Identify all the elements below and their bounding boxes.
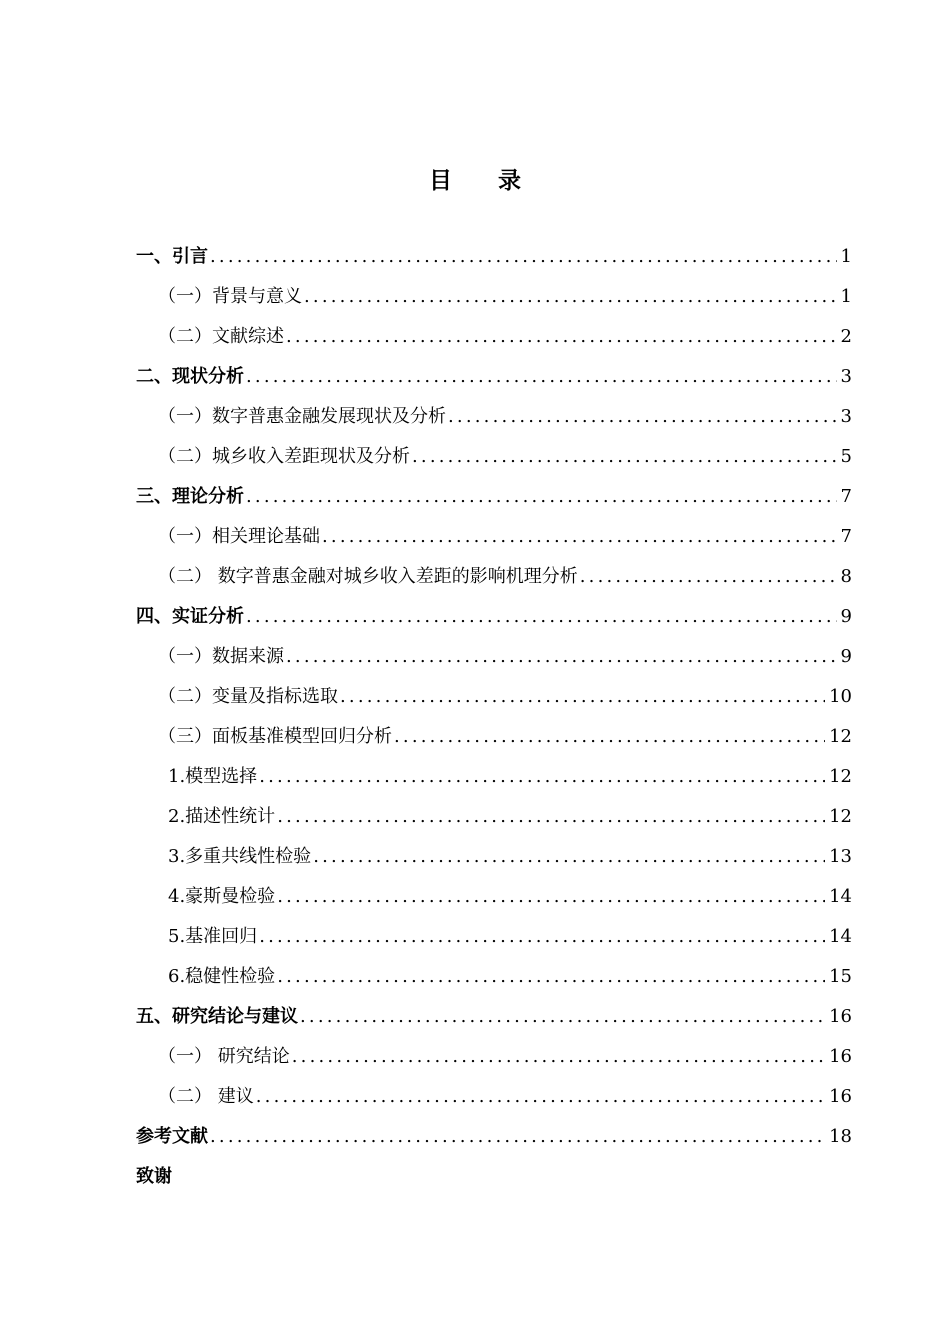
toc-entry[interactable] xyxy=(136,797,852,837)
toc-entry-label: （一）相关理论基础 xyxy=(158,526,320,547)
toc-title xyxy=(0,160,950,196)
toc-leader-dots xyxy=(210,237,837,277)
toc-entry[interactable] xyxy=(136,317,852,357)
toc-leader-dots xyxy=(259,917,825,957)
toc-entry[interactable] xyxy=(136,1117,852,1157)
toc-entry-label: （一）数字普惠金融发展现状及分析 xyxy=(158,406,446,427)
toc-leader-dots xyxy=(304,277,837,317)
toc-leader-dots xyxy=(246,357,837,397)
toc-entry[interactable] xyxy=(136,677,852,717)
toc-entry-page-number: 12 xyxy=(829,806,852,827)
toc-entry[interactable] xyxy=(136,1077,852,1117)
toc-entry[interactable] xyxy=(136,557,852,597)
toc-entry[interactable] xyxy=(136,477,852,517)
toc-entry-label: （一）背景与意义 xyxy=(158,286,302,307)
toc-entry-label: 5.基准回归 xyxy=(168,926,258,947)
toc-leader-dots xyxy=(286,637,837,677)
toc-leader-dots xyxy=(246,597,837,637)
toc-entry-page-number: 9 xyxy=(840,606,852,627)
toc-entry-label: 4.豪斯曼检验 xyxy=(168,886,276,907)
toc-entry-page-number: 2 xyxy=(840,326,852,347)
toc-entry[interactable] xyxy=(136,1037,852,1077)
toc-entry-label: 3.多重共线性检验 xyxy=(168,846,312,867)
toc-entry[interactable] xyxy=(136,877,852,917)
toc-entry-label: 四、实证分析 xyxy=(136,606,244,627)
toc-entry[interactable] xyxy=(136,437,852,477)
toc-title-char: 目 xyxy=(429,167,452,194)
toc-entry-page-number: 16 xyxy=(829,1086,852,1107)
toc-leader-dots xyxy=(322,517,837,557)
toc-leader-dots xyxy=(394,717,825,757)
toc-entry[interactable] xyxy=(136,1157,852,1197)
toc-entry-label: （二）城乡收入差距现状及分析 xyxy=(158,446,410,467)
toc-entry-page-number: 15 xyxy=(829,966,852,987)
toc-entry-page-number: 12 xyxy=(829,726,852,747)
toc-leader-dots xyxy=(580,557,837,597)
toc-entry-page-number: 10 xyxy=(829,686,852,707)
toc-leader-dots xyxy=(286,317,837,357)
toc-entry-page-number: 1 xyxy=(840,286,852,307)
toc-leader-dots xyxy=(246,477,837,517)
toc-entry-page-number: 12 xyxy=(829,766,852,787)
toc-entry[interactable] xyxy=(136,837,852,877)
toc-entry-label: （一） 研究结论 xyxy=(158,1046,290,1067)
toc-entry-page-number: 1 xyxy=(840,246,852,267)
toc-entry-page-number: 9 xyxy=(840,646,852,667)
toc-entry-label: 三、理论分析 xyxy=(136,486,244,507)
toc-leader-dots xyxy=(277,877,825,917)
toc-entry[interactable] xyxy=(136,397,852,437)
toc-entry-label: （二） 建议 xyxy=(158,1086,254,1107)
toc-entry-page-number: 14 xyxy=(829,886,852,907)
toc-entry[interactable] xyxy=(136,597,852,637)
toc-entry[interactable] xyxy=(136,357,852,397)
toc-entry-label: （一）数据来源 xyxy=(158,646,284,667)
toc-entry[interactable] xyxy=(136,637,852,677)
toc-entry-label: 二、现状分析 xyxy=(136,366,244,387)
toc-entry-label: 一、引言 xyxy=(136,246,208,267)
toc-entry-label: 1.模型选择 xyxy=(168,766,258,787)
toc-entry[interactable] xyxy=(136,277,852,317)
toc-entry[interactable] xyxy=(136,757,852,797)
toc-leader-dots xyxy=(277,797,825,837)
toc-entry-page-number: 7 xyxy=(840,526,852,547)
toc-entry[interactable] xyxy=(136,237,852,277)
toc-entry[interactable] xyxy=(136,957,852,997)
toc-leader-dots xyxy=(300,997,825,1037)
toc-entry-page-number: 5 xyxy=(840,446,852,467)
toc-leader-dots xyxy=(448,397,837,437)
toc-entry-page-number: 7 xyxy=(840,486,852,507)
toc-leader-dots xyxy=(292,1037,825,1077)
toc-entry-page-number: 3 xyxy=(840,366,852,387)
toc-entry-label: 参考文献 xyxy=(136,1126,208,1147)
toc-leader-dots xyxy=(277,957,825,997)
toc-entry[interactable] xyxy=(136,517,852,557)
toc-entry[interactable] xyxy=(136,917,852,957)
toc-entry-label: 2.描述性统计 xyxy=(168,806,276,827)
toc-entry-label: （二） 数字普惠金融对城乡收入差距的影响机理分析 xyxy=(158,566,578,587)
toc-entry-page-number: 3 xyxy=(840,406,852,427)
toc-entry[interactable] xyxy=(136,997,852,1037)
toc-entry-label: （三）面板基准模型回归分析 xyxy=(158,726,392,747)
toc-entry-page-number: 16 xyxy=(829,1006,852,1027)
toc-entry-page-number: 14 xyxy=(829,926,852,947)
toc-leader-dots xyxy=(210,1117,825,1157)
toc-entry-label: 五、研究结论与建议 xyxy=(136,1006,298,1027)
toc-entry-label: （二）文献综述 xyxy=(158,326,284,347)
toc-entry-page-number: 16 xyxy=(829,1046,852,1067)
toc-title-char: 录 xyxy=(498,167,521,194)
toc-entry-label: 6.稳健性检验 xyxy=(168,966,276,987)
toc-entry-label: 致谢 xyxy=(136,1166,172,1187)
toc-leader-dots xyxy=(340,677,825,717)
toc-entry-page-number: 8 xyxy=(840,566,852,587)
toc-entry-page-number: 18 xyxy=(829,1126,852,1147)
toc-leader-dots xyxy=(256,1077,825,1117)
toc-entry[interactable] xyxy=(136,717,852,757)
toc-leader-dots xyxy=(259,757,825,797)
toc-entry-page-number: 13 xyxy=(829,846,852,867)
toc-leader-dots xyxy=(313,837,825,877)
toc-entry-label: （二）变量及指标选取 xyxy=(158,686,338,707)
toc-leader-dots xyxy=(412,437,837,477)
toc-list xyxy=(136,237,852,1197)
